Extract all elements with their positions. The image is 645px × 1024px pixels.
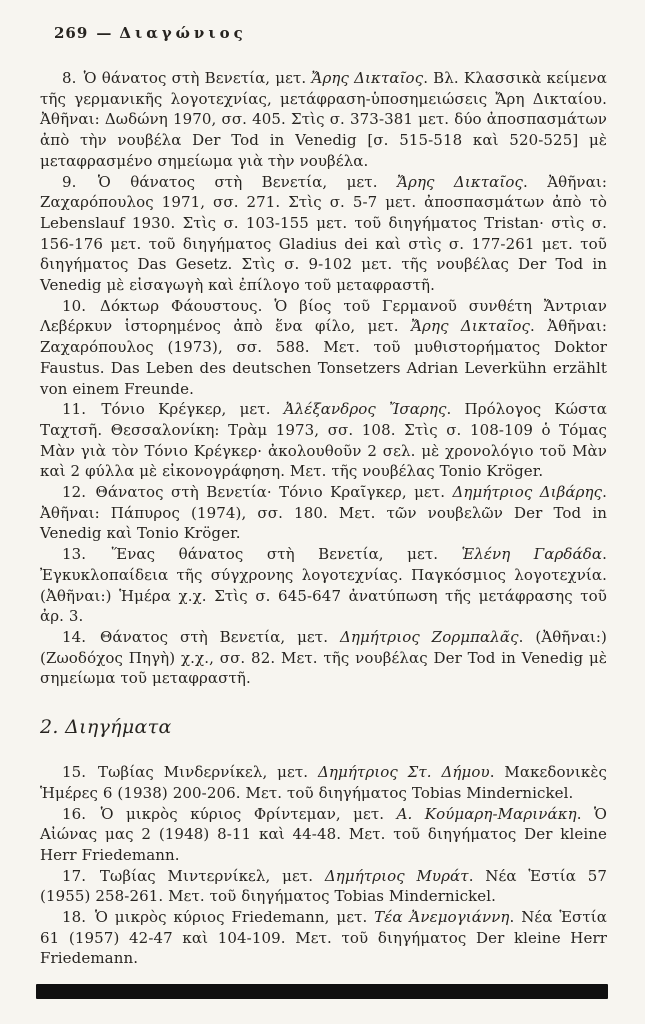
entry-number: 16. [62, 804, 99, 823]
entry-text: Ὁ μικρὸς κύριος Φρίντεμαν, μετ. [100, 804, 397, 823]
scan-artifact-bar [36, 984, 608, 999]
entry-text: . Βλ. Κλασσικὰ κείμενα τῆς γερμανικῆς λογοτεχνίας, μετάφραση-ὑποσημειώσεις Ἄρη Δικταίου. Ἀθῆναι: Δωδώνη 1970, σσ. 405. Στὶς σ. 373-381 μετ. δύο ἀποσπασμάτων ἀπὸ τὴν νουβέλα Der Tod in Venedig [σ. 515-518 καὶ 520-525] μὲ μεταφρασμένο σημείωμα γιὰ τὴν νουβέλα. [40, 69, 607, 170]
entry-text: Θάνατος στὴ Βενετία· Τόνιο Κραῖγκερ, μετ. [95, 483, 453, 502]
entry-number: 11. [62, 400, 100, 419]
entry-text: Δόκτωρ Φάουστους. Ὁ βίος τοῦ Γερμανοῦ συνθέτη Ἄντριαν Λεβέρκυν ἱστορημένος ἀπὸ ἕνα φίλο, μετ. [40, 296, 607, 336]
bibliography-entry-16 [40, 804, 607, 866]
entry-text: Τωβίας Μινδερνίκελ, μετ. [97, 763, 318, 782]
entry-number: 12. [62, 483, 94, 502]
entry-number: 14. [62, 627, 99, 646]
entry-text: . Νέα Ἑστία 57 (1955) 258-261. Μετ. τοῦ διηγήματος Tobias Mindernickel. [40, 866, 608, 906]
entry-text: Ὁ θάνατος στὴ Βενετία, μετ. [97, 172, 397, 191]
bibliography-entry-18 [40, 907, 607, 969]
translator-name: Δημήτριος Στ. Δήμου [317, 763, 490, 782]
entry-text: Ὁ θάνατος στὴ Βενετία, μετ. [83, 69, 312, 87]
entry-text: . Ἐγκυκλοπαίδεια τῆς σύγχρονης λογοτεχνίας. Παγκόσμιος λογοτεχνία. (Ἀθῆναι:) Ἡμέρα χ.χ. Στὶς σ. 645-647 ἀνατύπωση τῆς μετάφρασης τοῦ ἀρ. 3. [40, 545, 607, 626]
entry-text: . Μακεδονικὲς Ἡμέρες 6 (1938) 200-206. Μετ. τοῦ διηγήματος Tobias Mindernickel. [40, 763, 607, 802]
entry-number: 18. [62, 908, 93, 927]
journal-title: Διαγώνιος [119, 24, 247, 42]
bibliography-entry-12 [40, 482, 607, 544]
entry-text: . Ὁ Αἰώνας μας 2 (1948) 8-11 καὶ 44-48. Μετ. τοῦ διηγήματος Der kleine Herr Friedemann. [40, 804, 607, 864]
translator-name: Ἄρης Δικταῖος [410, 317, 531, 336]
entry-text: . Ἀθῆναι: Πάπυρος (1974), σσ. 180. Μετ. τῶν νουβελῶν Der Tod in Venedig καὶ Tonio Kröger. [40, 483, 607, 543]
page-number: 269 [54, 24, 89, 42]
translator-name: Ἄρης Δικταῖος [396, 172, 524, 191]
entry-number: 9. [62, 172, 96, 191]
translator-name: Α. Κούμαρη-Μαρινάκη [396, 804, 577, 823]
header-separator: — [96, 24, 112, 42]
bibliography-entry-11 [40, 399, 607, 482]
bibliography-entry-17 [40, 866, 607, 907]
entry-text: Ἕνας θάνατος στὴ Βενετία, μετ. [111, 545, 462, 564]
entry-text: . Πρόλογος Κώστα Ταχτσῆ. Θεσσαλονίκη: Τρὰμ 1973, σσ. 108. Στὶς σ. 108-109 ὁ Τόμας Μὰν γιὰ τὸν Τόνιο Κρέγκερ· ἀκολουθοῦν 2 σελ. μὲ χρονολόγιο τοῦ Μὰν καὶ 2 φύλλα μὲ εἰκονογράφηση. Μετ. τῆς νουβέλας Tonio Kröger. [40, 400, 607, 481]
translator-name: Δημήτριος Μυράτ [324, 866, 469, 885]
bibliography-entry-15 [40, 762, 607, 803]
entry-number: 15. [62, 763, 96, 782]
entry-number: 8. [62, 69, 82, 87]
translator-name: Δημήτριος Διβάρης [452, 483, 603, 502]
bibliography-entries-section-1 [40, 68, 607, 689]
bibliography-entry-8 [40, 68, 607, 172]
bibliography-entries-section-2 [40, 762, 607, 969]
translator-name: Ἄρης Δικταῖος [311, 69, 424, 87]
translator-name: Ἀλέξανδρος Ἴσαρης [283, 400, 447, 419]
translator-name: Τέα Ἀνεμογιάννη [374, 908, 510, 927]
entry-number: 10. [62, 296, 99, 315]
entry-text: . Ἀθῆναι: Ζαχαρόπουλος 1971, σσ. 271. Στὶς σ. 5-7 μετ. ἀποσπασμάτων ἀπὸ τὸ Lebenslauf 1930. Στὶς σ. 103-155 μετ. τοῦ διηγήματος Tristan· στὶς σ. 156-176 μετ. τοῦ διηγήματος Gladius dei καὶ στὶς σ. 177-261 μετ. τοῦ διηγήματος Das Gesetz. Στὶς σ. 9-102 μετ. τῆς νουβέλας Der Tod in Venedig μὲ εἰσαγωγὴ καὶ ἐπίλογο τοῦ μεταφραστῆ. [40, 172, 607, 295]
translator-name: Ἑλένη Γαρδάδα [461, 545, 603, 564]
entry-text: Τόνιο Κρέγκερ, μετ. [101, 400, 284, 419]
translator-name: Δημήτριος Ζορμπαλᾶς [339, 627, 519, 646]
entry-number: 17. [62, 866, 98, 885]
bibliography-entry-9 [40, 172, 607, 296]
running-head [54, 24, 607, 42]
section-heading-diigimata: 2. Διηγήματα [40, 716, 172, 739]
entry-text: . Νέα Ἑστία 61 (1957) 42-47 καὶ 104-109. Μετ. τοῦ διηγήματος Der kleine Herr Friedemann. [40, 908, 607, 968]
entry-number: 13. [62, 545, 110, 564]
entry-text: . (Ἀθῆναι:) (Ζωοδόχος Πηγὴ) χ.χ., σσ. 82. Μετ. τῆς νουβέλας Der Tod in Venedig μὲ σημείωμα τοῦ μεταφραστῆ. [40, 627, 608, 688]
entry-text: Ὁ μικρὸς κύριος Friedemann, μετ. [94, 908, 375, 927]
bibliography-entry-13 [40, 544, 607, 627]
entry-text: Θάνατος στὴ Βενετία, μετ. [100, 627, 340, 646]
bibliography-entry-14 [40, 627, 607, 689]
entry-text: Τωβίας Μιντερνίκελ, μετ. [99, 866, 325, 885]
bibliography-entry-10 [40, 296, 607, 400]
entry-text: . Ἀθῆναι: Ζαχαρόπουλος (1973), σσ. 588. Μετ. τοῦ μυθιστορήματος Doktor Faustus. Das Leben des deutschen Tonsetzers Adrian Leverkühn erzählt von einem Freunde. [40, 317, 607, 398]
